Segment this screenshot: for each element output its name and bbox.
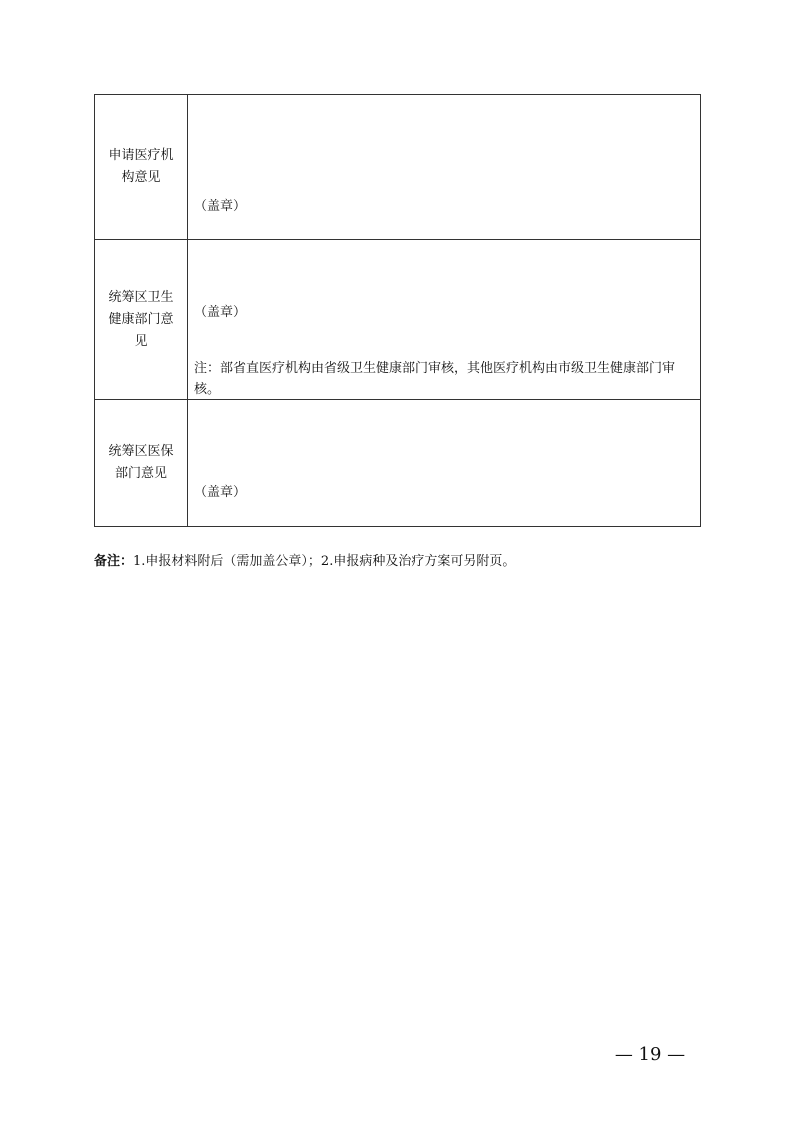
page-number: — 19 — bbox=[614, 1044, 686, 1065]
review-note: 注：部省直医疗机构由省级卫生健康部门审核，其他医疗机构由市级卫生健康部门审核。 bbox=[194, 361, 676, 397]
seal-placeholder: （盖章） bbox=[194, 305, 247, 320]
table-row bbox=[95, 240, 701, 400]
row-label-cell bbox=[95, 400, 188, 527]
row-label-cell bbox=[95, 240, 188, 400]
table-row bbox=[95, 400, 701, 527]
row-label-cell bbox=[95, 95, 188, 240]
seal-placeholder: （盖章） bbox=[194, 199, 247, 214]
seal-placeholder: （盖章） bbox=[194, 485, 247, 500]
remark-label: 备注： bbox=[94, 554, 134, 569]
signature-area[interactable] bbox=[188, 95, 701, 240]
row-label: 统筹区医保部门意见 bbox=[108, 444, 174, 481]
signature-area[interactable] bbox=[188, 240, 701, 400]
opinion-table bbox=[94, 94, 701, 527]
row-label: 统筹区卫生健康部门意见 bbox=[108, 289, 174, 349]
table-row bbox=[95, 95, 701, 240]
remark bbox=[94, 550, 515, 569]
remark-text: 1.申报材料附后（需加盖公章）；2.申报病种及治疗方案可另附页。 bbox=[133, 554, 516, 569]
row-label: 申请医疗机构意见 bbox=[108, 148, 174, 185]
signature-area[interactable] bbox=[188, 400, 701, 527]
